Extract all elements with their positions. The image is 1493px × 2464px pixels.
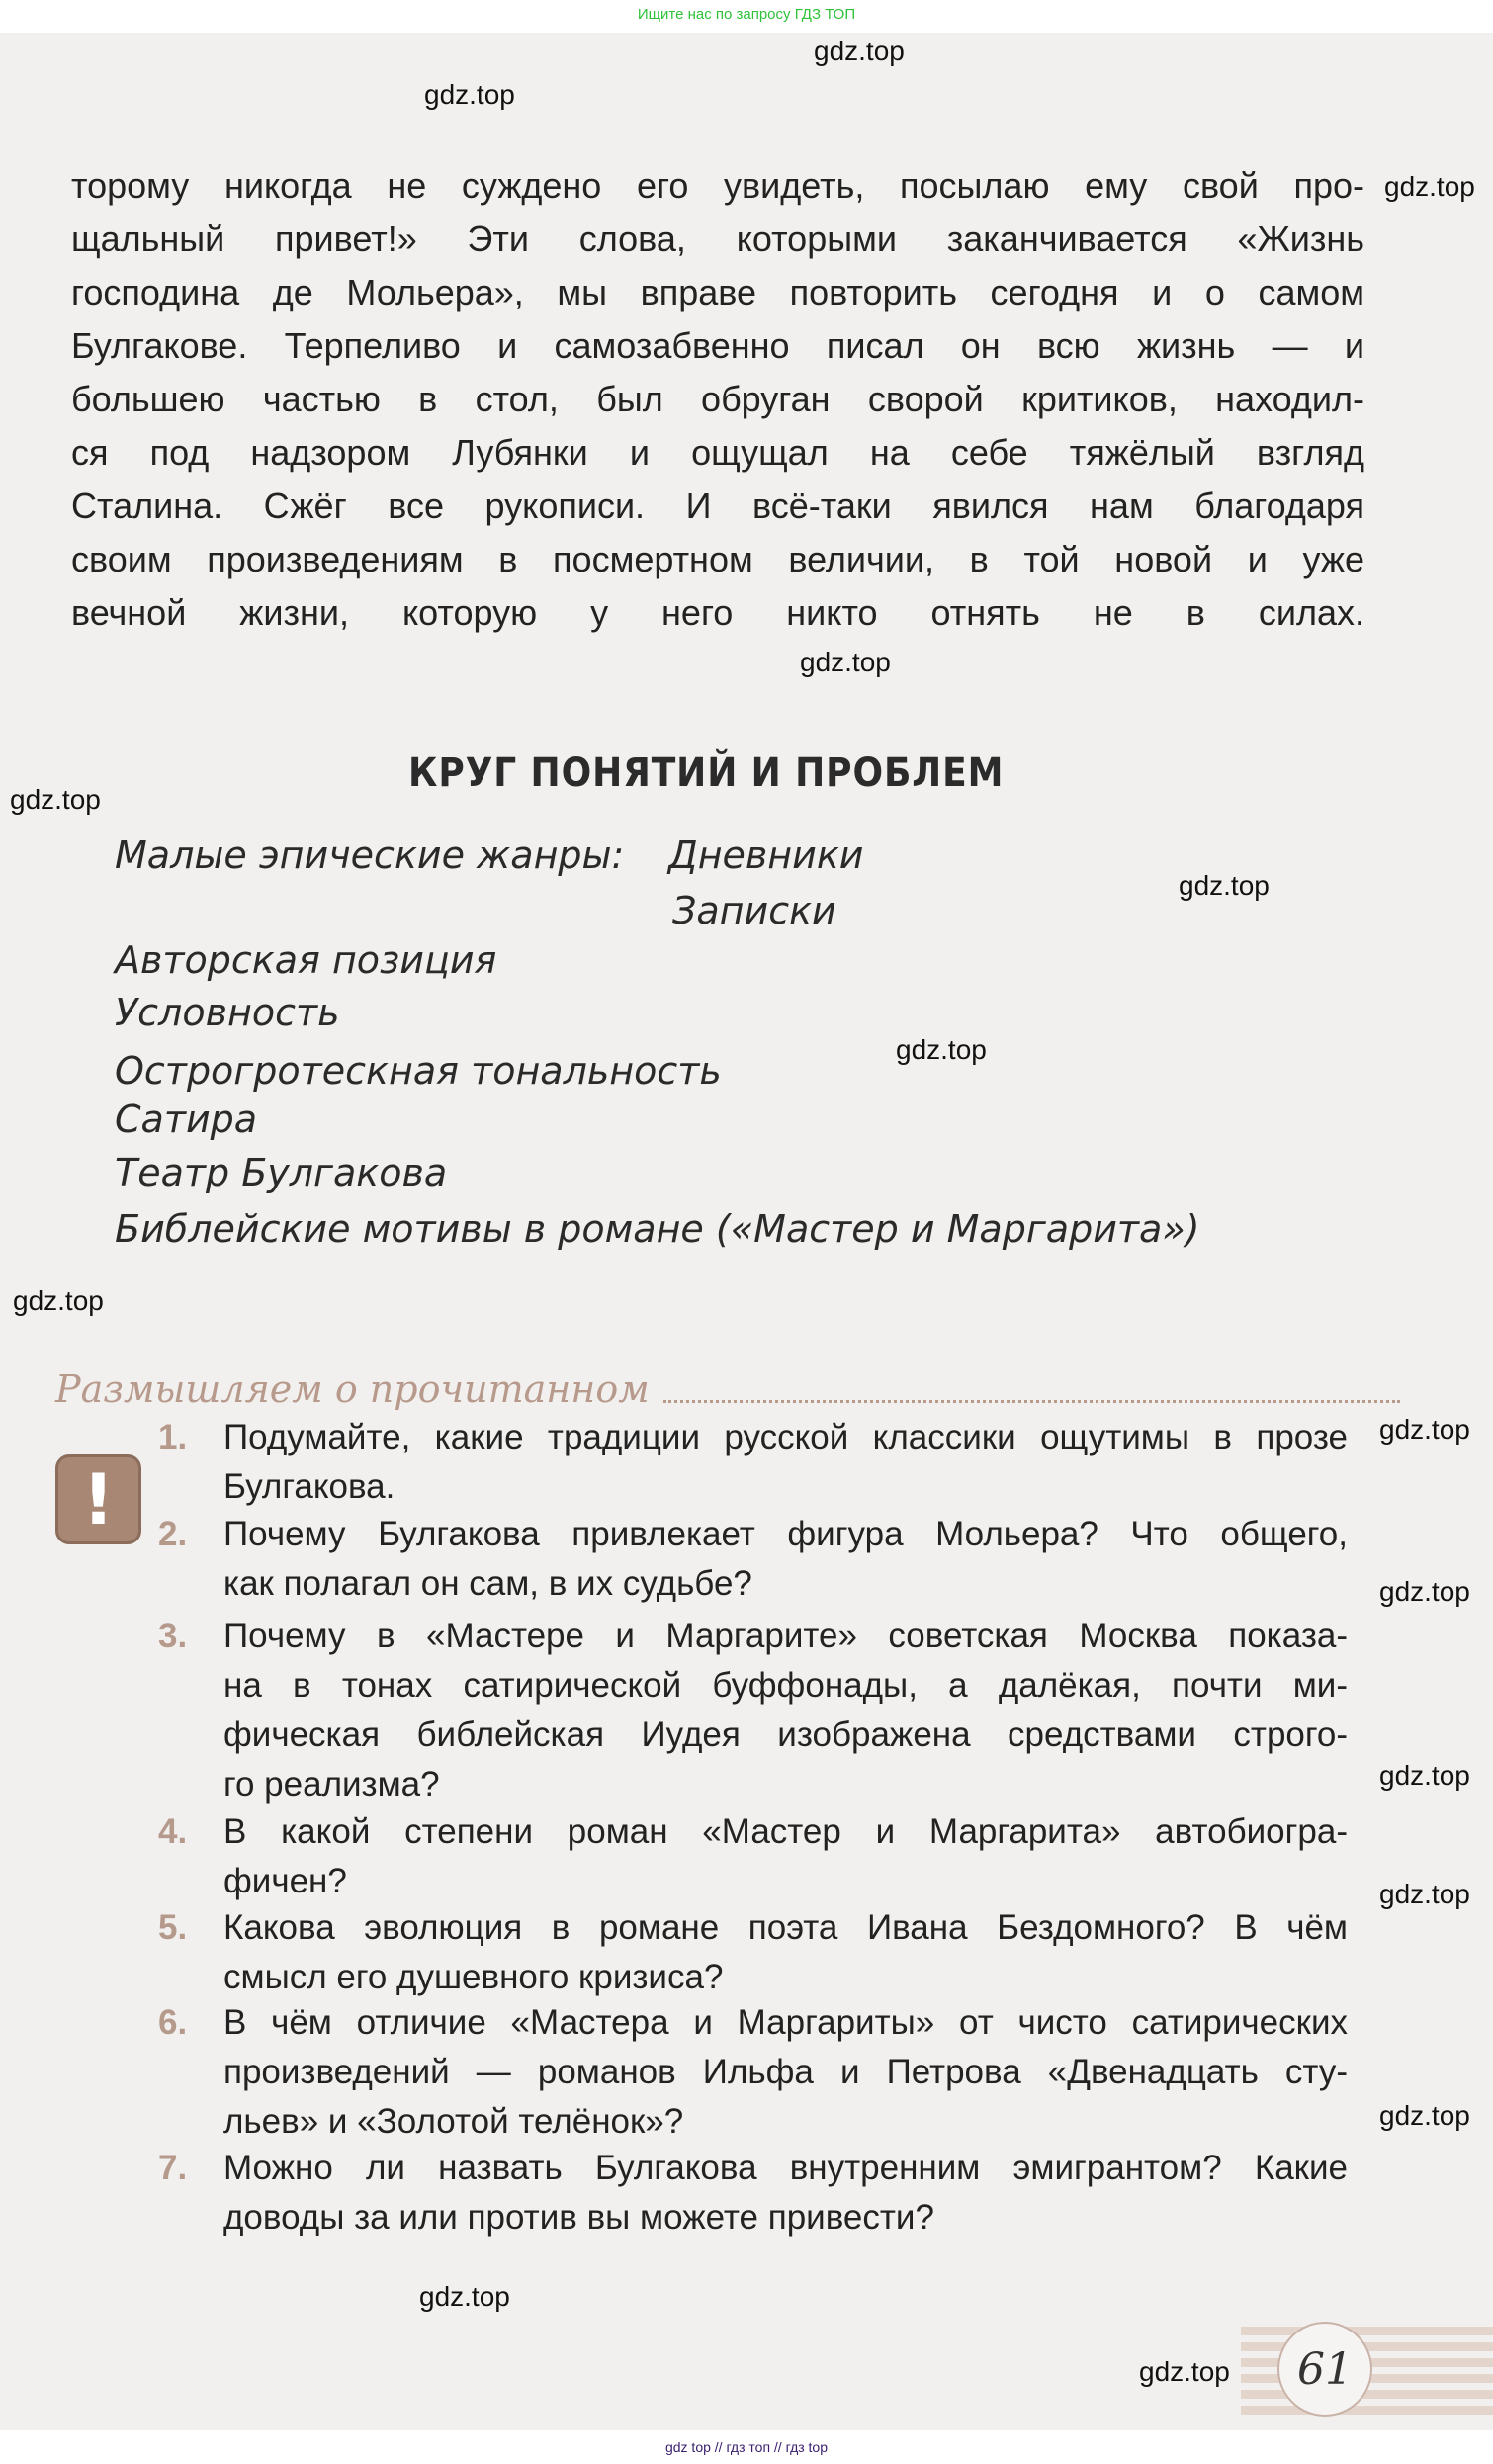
question-line: Подумайте, какие традиции русской классики ощутимы в прозе (223, 1418, 1348, 1456)
question-item (158, 1510, 1348, 1609)
watermark: gdz.top (419, 2281, 510, 2312)
watermark: gdz.top (800, 647, 891, 677)
paragraph-line: своим произведениям в посмертном величии, в той новой и уже (71, 539, 1364, 579)
question-item (158, 1807, 1348, 1906)
question-line: льев» и «Золотой телёнок»? (223, 2102, 684, 2141)
question-line: Булгакова. (223, 1467, 395, 1506)
watermark: gdz.top (1379, 1414, 1470, 1445)
paragraph-line: торому никогда не суждено его увидеть, посылаю ему свой про- (71, 165, 1364, 206)
concept-genre: Записки (672, 889, 836, 932)
concept-item: Библейские мотивы в романе («Мастер и Маргарита») (115, 1207, 1200, 1251)
watermark: gdz.top (1139, 2356, 1230, 2387)
question-line: на в тонах сатирической буффонады, а далёкая, почти ми- (223, 1666, 1348, 1705)
paragraph-line: вечной жизни, которую у него никто отнять не в силах. (71, 592, 1364, 633)
concept-item: Театр Булгакова (115, 1151, 448, 1194)
dotted-leader (663, 1400, 1400, 1403)
question-item (158, 1413, 1348, 1512)
question-number: 6. (158, 2003, 188, 2042)
question-line: В какой степени роман «Мастер и Маргарита» автобиогра- (223, 1812, 1348, 1851)
watermark: gdz.top (814, 36, 905, 66)
watermark: gdz.top (1379, 2100, 1470, 2131)
paragraph-line: Булгакове. Терпеливо и самозабвенно писал он всю жизнь — и (71, 325, 1364, 366)
question-line: фическая библейская Иудея изображена средствами строго- (223, 1716, 1348, 1754)
watermark: gdz.top (1179, 870, 1270, 901)
watermark: gdz.top (10, 784, 101, 815)
question-line: го реализма? (223, 1765, 440, 1804)
question-line: доводы за или против вы можете привести? (223, 2198, 934, 2237)
intro-paragraph (71, 159, 1364, 640)
question-number: 1. (158, 1418, 188, 1456)
question-item (158, 1903, 1348, 2002)
question-line: Можно ли назвать Булгакова внутренним эмигрантом? Какие (223, 2149, 1348, 2187)
question-number: 3. (158, 1617, 188, 1655)
question-line: как полагал он сам, в их судьбе? (223, 1564, 752, 1603)
reflection-section-header (55, 1367, 1400, 1411)
watermark: gdz.top (896, 1034, 987, 1065)
question-line: Почему Булгакова привлекает фигура Мольера? Что общего, (223, 1515, 1348, 1553)
genres-label: Малые эпические жанры: (115, 834, 625, 877)
paragraph-line: Сталина. Сжёг все рукописи. И всё-таки явился нам благодаря (71, 485, 1364, 526)
watermark: gdz.top (1379, 1879, 1470, 1909)
question-number: 5. (158, 1908, 188, 1947)
question-line: Почему в «Мастере и Маргарите» советская Москва показа- (223, 1617, 1348, 1655)
concept-genre: Дневники (668, 834, 864, 877)
page-number: 61 (1277, 2322, 1372, 2417)
question-item (158, 2144, 1348, 2243)
section-heading: КРУГ ПОНЯТИЙ И ПРОБЛЕМ (408, 750, 1005, 796)
section-title: Размышляем о прочитанном (55, 1367, 650, 1411)
paragraph-line: ся под надзором Лубянки и ощущал на себе тяжёлый взгляд (71, 432, 1364, 473)
question-item (158, 1612, 1348, 1809)
watermark: gdz.top (1379, 1576, 1470, 1607)
bottom-banner-text: gdz top // гдз топ // гдз top (664, 2439, 829, 2455)
top-banner-text: Ищите нас по запросу ГДЗ ТОП (637, 6, 856, 23)
watermark: gdz.top (13, 1285, 104, 1316)
question-number: 7. (158, 2149, 188, 2187)
concept-item: Условность (115, 991, 340, 1034)
concept-item: Авторская позиция (115, 938, 497, 982)
concept-item: Сатира (115, 1098, 258, 1141)
question-line: смысл его душевного кризиса? (223, 1958, 724, 1996)
book-page (0, 33, 1493, 2430)
paragraph-line: большею частью в стол, был обруган сворой критиков, находил- (71, 379, 1364, 419)
watermark: gdz.top (424, 79, 515, 110)
question-line: Какова эволюция в романе поэта Ивана Бездомного? В чём (223, 1908, 1348, 1947)
paragraph-line: господина де Мольера», мы вправе повторить сегодня и о самом (71, 272, 1364, 312)
question-line: фичен? (223, 1862, 347, 1900)
watermark: gdz.top (1379, 1760, 1470, 1791)
bottom-banner (0, 2430, 1493, 2464)
question-number: 4. (158, 1812, 188, 1851)
top-banner (0, 0, 1493, 33)
question-line: В чём отличие «Мастера и Маргариты» от чисто сатирических (223, 2003, 1348, 2042)
paragraph-line: щальный привет!» Эти слова, которыми заканчивается «Жизнь (71, 219, 1364, 259)
question-number: 2. (158, 1515, 188, 1553)
concept-item: Острогротескная тональность (115, 1049, 722, 1093)
question-item (158, 1998, 1348, 2147)
exclamation-icon: ! (55, 1454, 141, 1544)
watermark: gdz.top (1384, 171, 1475, 202)
question-line: произведений — романов Ильфа и Петрова «Двенадцать сту- (223, 2053, 1348, 2091)
